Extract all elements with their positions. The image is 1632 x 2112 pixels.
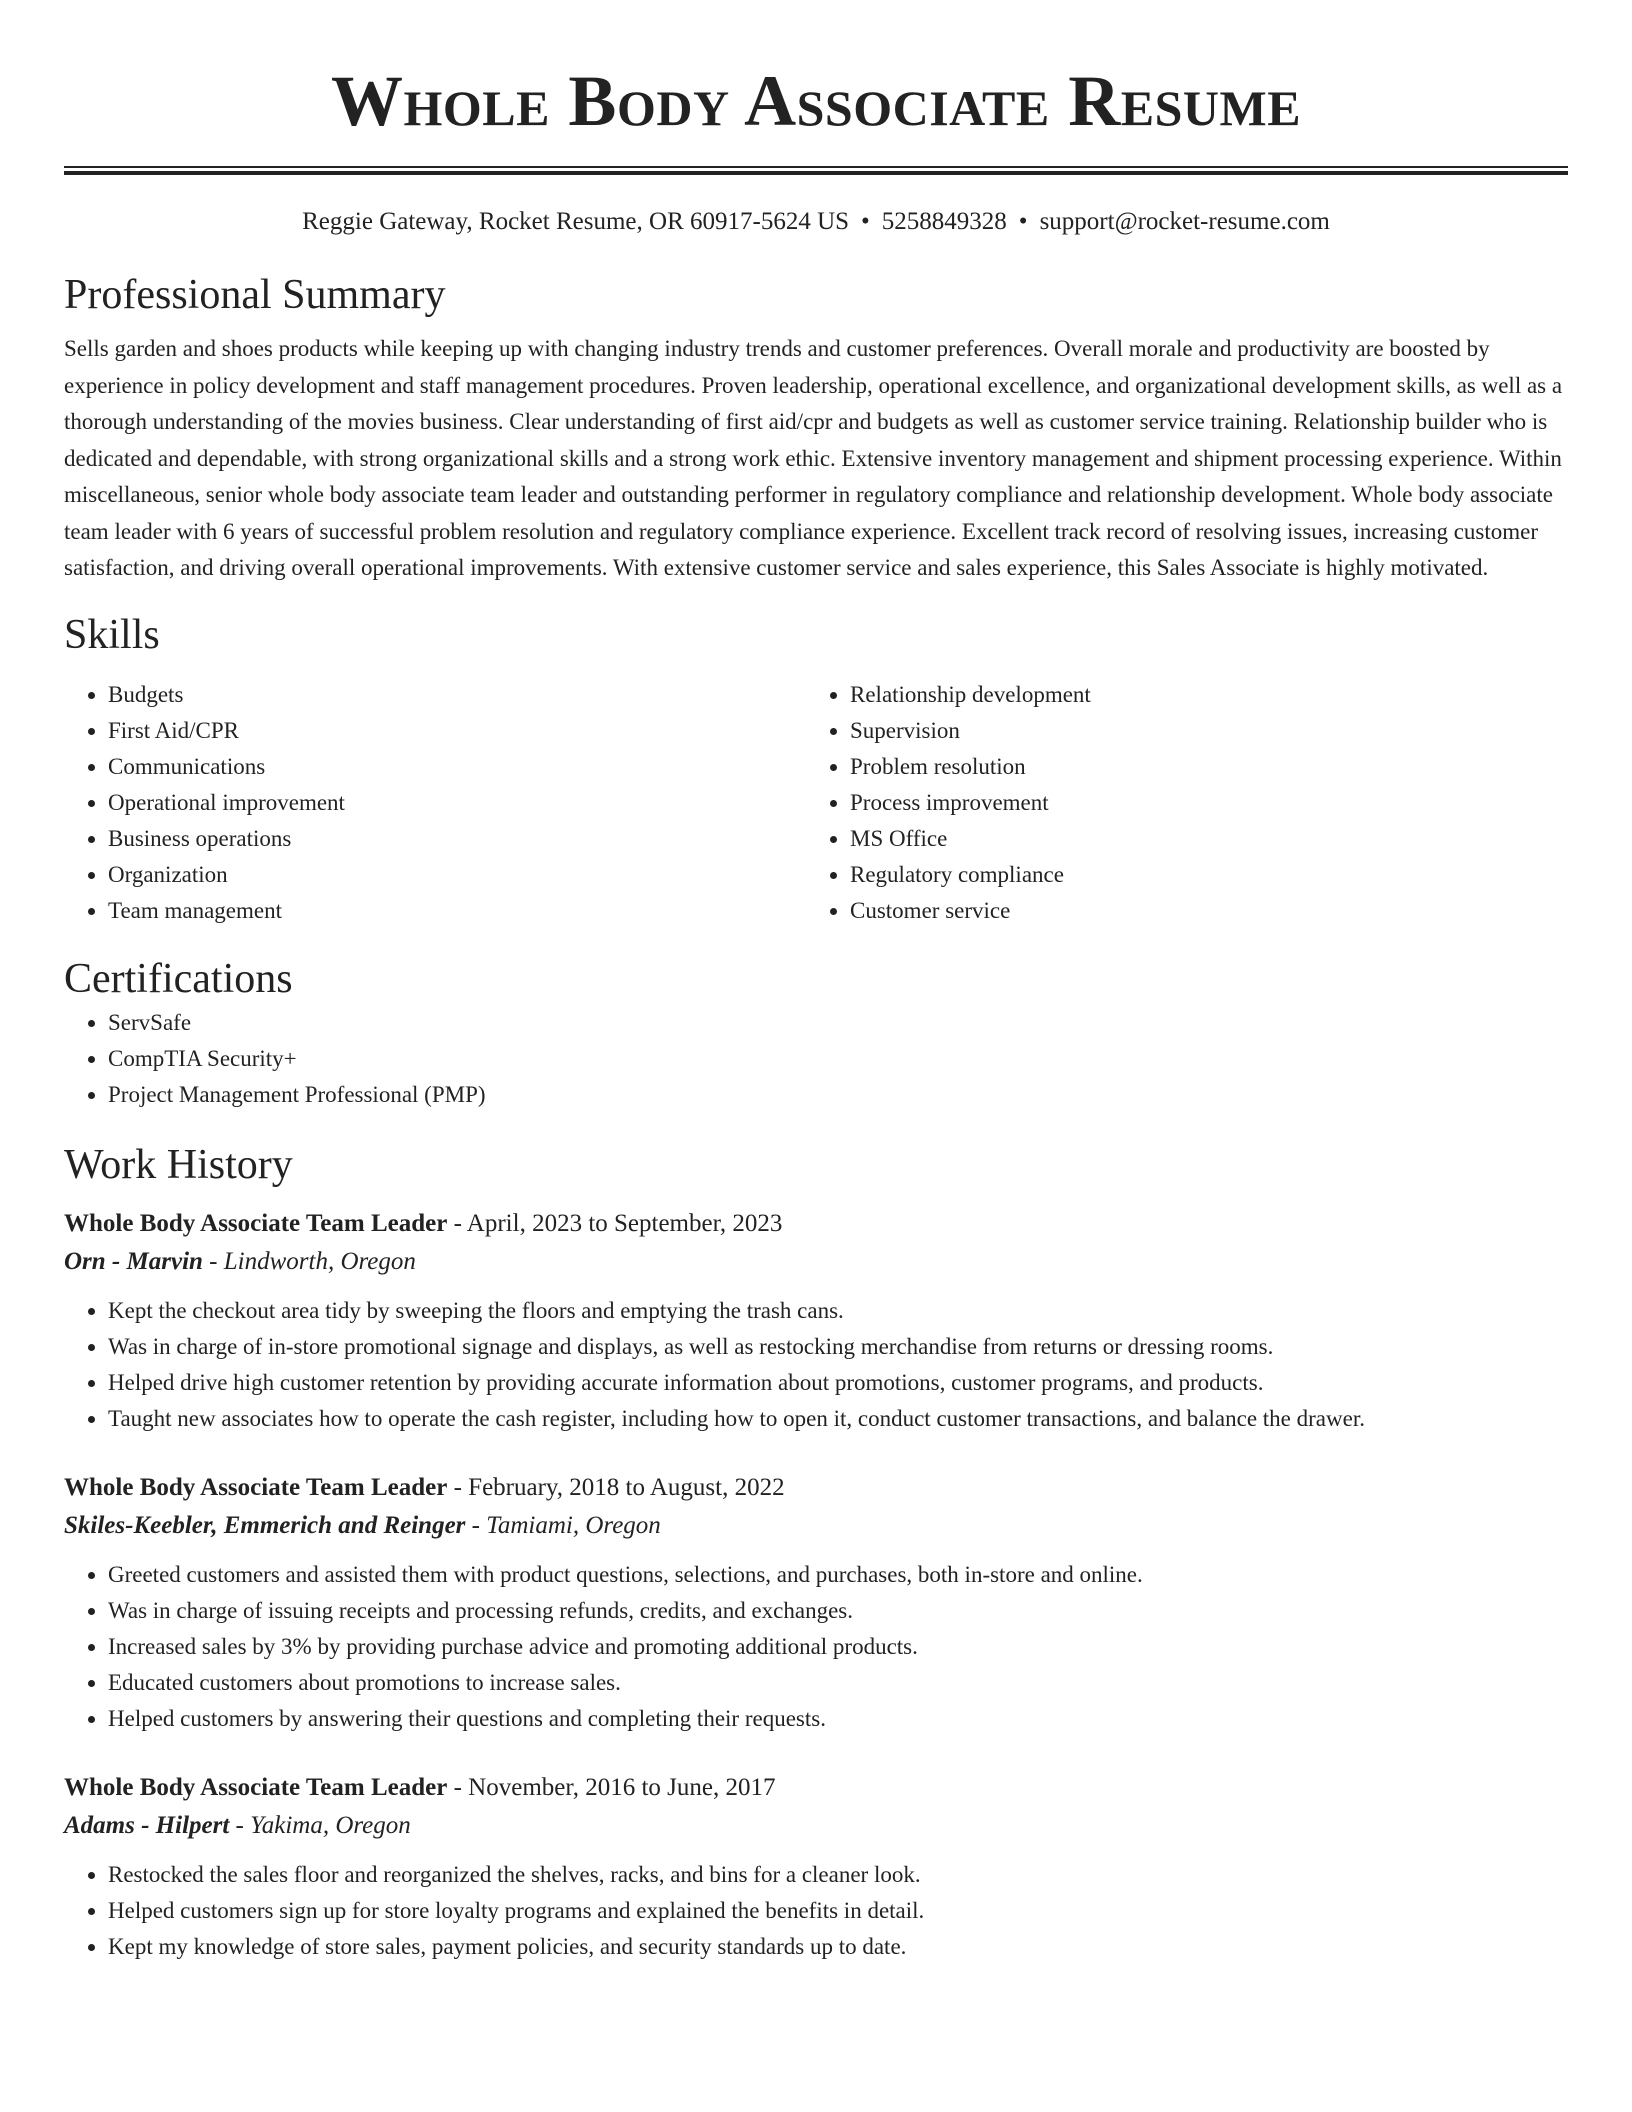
skills-column-right [806,677,1548,929]
job-bullets [64,1857,1568,1965]
contact-separator: • [1018,208,1028,235]
job-entry [64,1469,1568,1737]
job-bullet: • Was in charge of in-store promotional signage and displays, as well as restocking merchandise from returns or dressing rooms. [108,1329,1568,1365]
contact-line [64,205,1568,239]
skill-item: • First Aid/CPR [108,713,806,749]
skill-item: • Problem resolution [850,749,1548,785]
job-company: Skiles-Keebler, Emmerich and Reinger [64,1511,466,1539]
job-bullet: • Increased sales by 3% by providing purchase advice and promoting additional products. [108,1629,1568,1665]
job-dates: November, 2016 to June, 2017 [468,1773,776,1801]
resume-page [64,0,1568,1965]
title-divider [64,166,1568,175]
skill-item: • Communications [108,749,806,785]
skill-item: • Regulatory compliance [850,857,1548,893]
job-company-line [64,1243,1568,1281]
job-role: Whole Body Associate Team Leader [64,1473,448,1501]
certification-item: • Project Management Professional (PMP) [108,1077,1568,1113]
resume-title: Whole Body Associate Resume [330,61,1302,141]
skill-item: • Customer service [850,893,1548,929]
job-role: Whole Body Associate Team Leader [64,1209,448,1237]
skill-item: • Process improvement [850,785,1548,821]
job-bullet: • Educated customers about promotions to increase sales. [108,1665,1568,1701]
job-bullet: • Taught new associates how to operate the cash register, including how to open it, conduct customer transactions, and balance the drawer. [108,1401,1568,1437]
skill-item: • Relationship development [850,677,1548,713]
job-bullet: • Kept the checkout area tidy by sweeping the floors and emptying the trash cans. [108,1293,1568,1329]
contact-address: Reggie Gateway, Rocket Resume, OR 60917-5624 US [302,208,850,235]
skill-item: • Organization [108,857,806,893]
skill-item: • Business operations [108,821,806,857]
work-history-heading: Work History [64,1141,293,1188]
contact-separator: • [861,208,870,235]
job-bullet: • Restocked the sales floor and reorganized the shelves, racks, and bins for a cleaner look. [108,1857,1568,1893]
job-bullet: • Kept my knowledge of store sales, payment policies, and security standards up to date. [108,1929,1568,1965]
job-company-line [64,1507,1568,1545]
job-title-line [64,1469,1568,1507]
job-title-line [64,1769,1568,1807]
skill-item: • Budgets [108,677,806,713]
skill-item: • Operational improvement [108,785,806,821]
skill-item: • Supervision [850,713,1548,749]
contact-phone: 5258849328 [881,208,1007,235]
job-location: Yakima, Oregon [250,1811,411,1839]
job-dates: April, 2023 to September, 2023 [466,1209,783,1237]
job-bullets [64,1293,1568,1437]
job-location: Lindworth, Oregon [223,1247,416,1275]
skills-heading: Skills [64,611,160,658]
job-bullets [64,1557,1568,1737]
job-title-line [64,1205,1568,1243]
certification-item: • ServSafe [108,1005,1568,1041]
job-dash: - [465,1511,487,1539]
job-company: Adams - Hilpert [64,1811,230,1839]
job-company-line [64,1807,1568,1845]
certification-item: • CompTIA Security+ [108,1041,1568,1077]
skill-item: • Team management [108,893,806,929]
certifications-heading: Certifications [64,955,293,1002]
job-bullet: • Helped customers by answering their questions and completing their requests. [108,1701,1568,1737]
skill-item: • MS Office [850,821,1548,857]
skills-list [64,677,1568,929]
certifications-list [64,1005,1568,1113]
job-company: Orn - Marvin [64,1247,203,1275]
job-dash: - [229,1811,251,1839]
skills-column-left [64,677,806,929]
job-dash: - [447,1773,469,1801]
job-role: Whole Body Associate Team Leader [64,1773,448,1801]
summary-heading: Professional Summary [64,272,446,318]
job-dash: - [202,1247,224,1275]
contact-email: support@rocket-resume.com [1039,208,1330,235]
job-bullet: • Helped drive high customer retention by providing accurate information about promotions, customer programs, and products. [108,1365,1568,1401]
summary-text: Sells garden and shoes products while keeping up with changing industry trends and customer preferences. Overall morale and productivity are boosted by experience in policy development and staff management procedures. Proven leadership, operational excellence, and organizational development skills, as well as a thorough understanding of the movies business. Clear understanding of first aid/cpr and budgets as well as customer service training. Relationship builder who is dedicated and dependable, with strong organizational skills and a strong work ethic. Extensive inventory management and shipment processing experience. Within miscellaneous, senior whole body associate team leader and outstanding performer in regulatory compliance and relationship development. Whole body associate team leader with 6 years of successful problem resolution and regulatory compliance experience. Excellent track record of resolving issues, increasing customer satisfaction, and driving overall operational improvements. With extensive customer service and sales experience, this Sales Associate is highly motivated. [64,336,1563,580]
job-bullet: • Helped customers sign up for store loyalty programs and explained the benefits in detail. [108,1893,1568,1929]
job-bullet: • Greeted customers and assisted them with product questions, selections, and purchases, both in-store and online. [108,1557,1568,1593]
job-bullet: • Was in charge of issuing receipts and processing refunds, credits, and exchanges. [108,1593,1568,1629]
job-location: Tamiami, Oregon [486,1511,661,1539]
job-dates: February, 2018 to August, 2022 [468,1473,785,1501]
job-dash: - [447,1209,467,1237]
job-dash: - [447,1473,469,1501]
job-entry [64,1769,1568,1965]
job-entry [64,1205,1568,1437]
